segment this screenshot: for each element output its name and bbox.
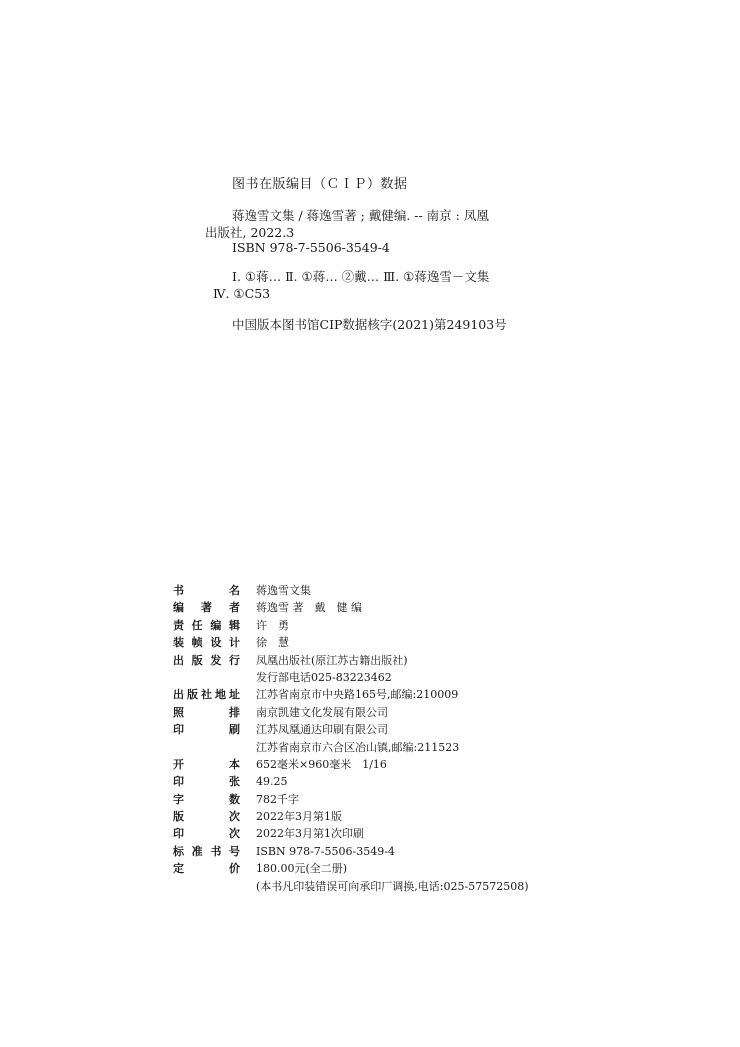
colophon-value: 782千字	[256, 792, 299, 806]
colophon-label-char: 刷	[229, 723, 240, 737]
colophon-value: 652毫米×960毫米 1/16	[256, 757, 387, 771]
colophon-label-char: 排	[229, 705, 240, 719]
colophon-label-char: 书	[210, 844, 222, 858]
colophon-label	[173, 808, 240, 825]
colophon-value: (本书凡印装错误可向承印厂调换,电话:025-57572508)	[256, 879, 529, 893]
colophon-value: 徐 慧	[256, 636, 289, 650]
colophon-label-char: 设	[210, 636, 222, 650]
colophon-label-char: 社	[201, 688, 212, 702]
colophon-label-char: 印	[173, 827, 184, 841]
colophon-label-char: 书	[173, 584, 184, 597]
colophon-label-char: 价	[229, 862, 240, 876]
colophon-label-char: 号	[228, 844, 240, 858]
colophon-value: 江苏省南京市六合区冶山镇,邮编:211523	[256, 740, 460, 754]
colophon-label	[173, 791, 240, 808]
colophon-value: 蒋逸雪文集	[256, 584, 311, 597]
colophon-row	[173, 669, 593, 686]
colophon-label-char: 印	[173, 723, 184, 737]
colophon-row	[173, 808, 593, 825]
colophon-value: 南京凯建文化发展有限公司	[256, 705, 388, 719]
colophon-label	[173, 860, 240, 877]
colophon-label	[173, 669, 240, 686]
colophon-label-char: 址	[229, 688, 240, 702]
colophon-row	[173, 739, 593, 756]
colophon-label-char: 字	[173, 792, 184, 806]
colophon-label-char: 标	[173, 844, 184, 858]
colophon-label	[173, 773, 240, 790]
colophon-label	[173, 843, 240, 860]
colophon-row	[173, 634, 593, 651]
colophon-label	[173, 617, 240, 634]
colophon-row	[173, 599, 593, 616]
cip-record-number: 中国版本图书馆CIP数据核字(2021)第249103号	[232, 317, 507, 332]
colophon-value: 江苏凤凰通达印刷有限公司	[256, 723, 388, 737]
colophon-value: 蒋逸雪 著 戴 健 编	[256, 601, 362, 615]
colophon	[173, 582, 593, 895]
colophon-label	[173, 756, 240, 773]
colophon-value: 发行部电话025-83223462	[256, 670, 392, 684]
colophon-label-char: 版	[187, 688, 198, 702]
colophon-value: 2022年3月第1次印刷	[256, 827, 364, 841]
colophon-label-char: 数	[229, 792, 240, 806]
colophon-label-char: 名	[229, 584, 240, 597]
colophon-value: 许 勇	[256, 618, 289, 632]
colophon-label	[173, 652, 240, 669]
colophon-label	[173, 634, 240, 651]
colophon-label-char: 准	[191, 844, 203, 858]
colophon-label-char: 行	[228, 653, 240, 667]
colophon-label	[173, 599, 240, 616]
colophon-value: 180.00元(全二册)	[256, 862, 348, 876]
colophon-label-char: 次	[229, 827, 240, 841]
colophon-value: 凤凰出版社(原江苏古籍出版社)	[256, 653, 408, 667]
colophon-label-char: 编	[210, 618, 222, 632]
colophon-label-char: 者	[229, 601, 240, 615]
colophon-label-char: 张	[229, 775, 240, 789]
colophon-label-char: 次	[229, 810, 240, 824]
colophon-row	[173, 756, 593, 773]
colophon-label-char: 任	[191, 618, 203, 632]
cip-entry-line: 蒋逸雪文集 / 蒋逸雪著 ; 戴健编. -- 南京 : 凤凰	[232, 208, 489, 223]
colophon-label-char: 装	[173, 636, 184, 650]
colophon-label	[173, 721, 240, 738]
colophon-row	[173, 791, 593, 808]
colophon-label	[173, 825, 240, 842]
colophon-label-char: 定	[173, 862, 184, 876]
cip-isbn: ISBN 978-7-5506-3549-4	[232, 240, 390, 255]
cip-entry-line: 出版社, 2022.3	[205, 225, 295, 240]
colophon-label-char: 照	[173, 705, 184, 719]
colophon-row	[173, 773, 593, 790]
colophon-label-char: 著	[201, 601, 212, 615]
colophon-row	[173, 878, 593, 895]
colophon-label	[173, 878, 240, 895]
colophon-row	[173, 652, 593, 669]
colophon-row	[173, 825, 593, 842]
cip-subject-line: Ⅳ. ①C53	[213, 286, 271, 301]
colophon-value: 49.25	[256, 775, 288, 789]
colophon-label-char: 编	[173, 601, 184, 615]
colophon-label-char: 责	[173, 618, 184, 632]
colophon-value: 2022年3月第1版	[256, 810, 342, 824]
colophon-label-char: 印	[173, 775, 184, 789]
colophon-label-char: 本	[229, 757, 240, 771]
cip-title: 图书在版编目（ＣＩＰ）数据	[232, 177, 408, 192]
colophon-value: ISBN 978-7-5506-3549-4	[256, 844, 395, 858]
colophon-label-char: 发	[210, 653, 222, 667]
colophon-row	[173, 860, 593, 877]
colophon-row	[173, 686, 593, 703]
colophon-value: 江苏省南京市中央路165号,邮编:210009	[256, 688, 459, 702]
colophon-label	[173, 739, 240, 756]
colophon-label-char: 版	[173, 810, 184, 824]
colophon-label-char: 地	[215, 688, 226, 702]
colophon-label-char: 开	[173, 757, 184, 771]
colophon-label	[173, 582, 240, 599]
colophon-label-char: 版	[191, 653, 203, 667]
colophon-label-char: 计	[228, 636, 240, 650]
colophon-label-char: 帧	[191, 636, 203, 650]
colophon-label	[173, 686, 240, 703]
colophon-row	[173, 704, 593, 721]
colophon-row	[173, 617, 593, 634]
colophon-row	[173, 721, 593, 738]
colophon-label-char: 出	[173, 688, 184, 702]
colophon-row	[173, 582, 593, 599]
colophon-label-char: 出	[173, 653, 184, 667]
colophon-label-char: 辑	[228, 618, 240, 632]
cip-subject-line: Ⅰ. ①蒋… Ⅱ. ①蒋… ②戴… Ⅲ. ①蒋逸雪－文集	[232, 269, 490, 284]
colophon-row	[173, 843, 593, 860]
colophon-label	[173, 704, 240, 721]
